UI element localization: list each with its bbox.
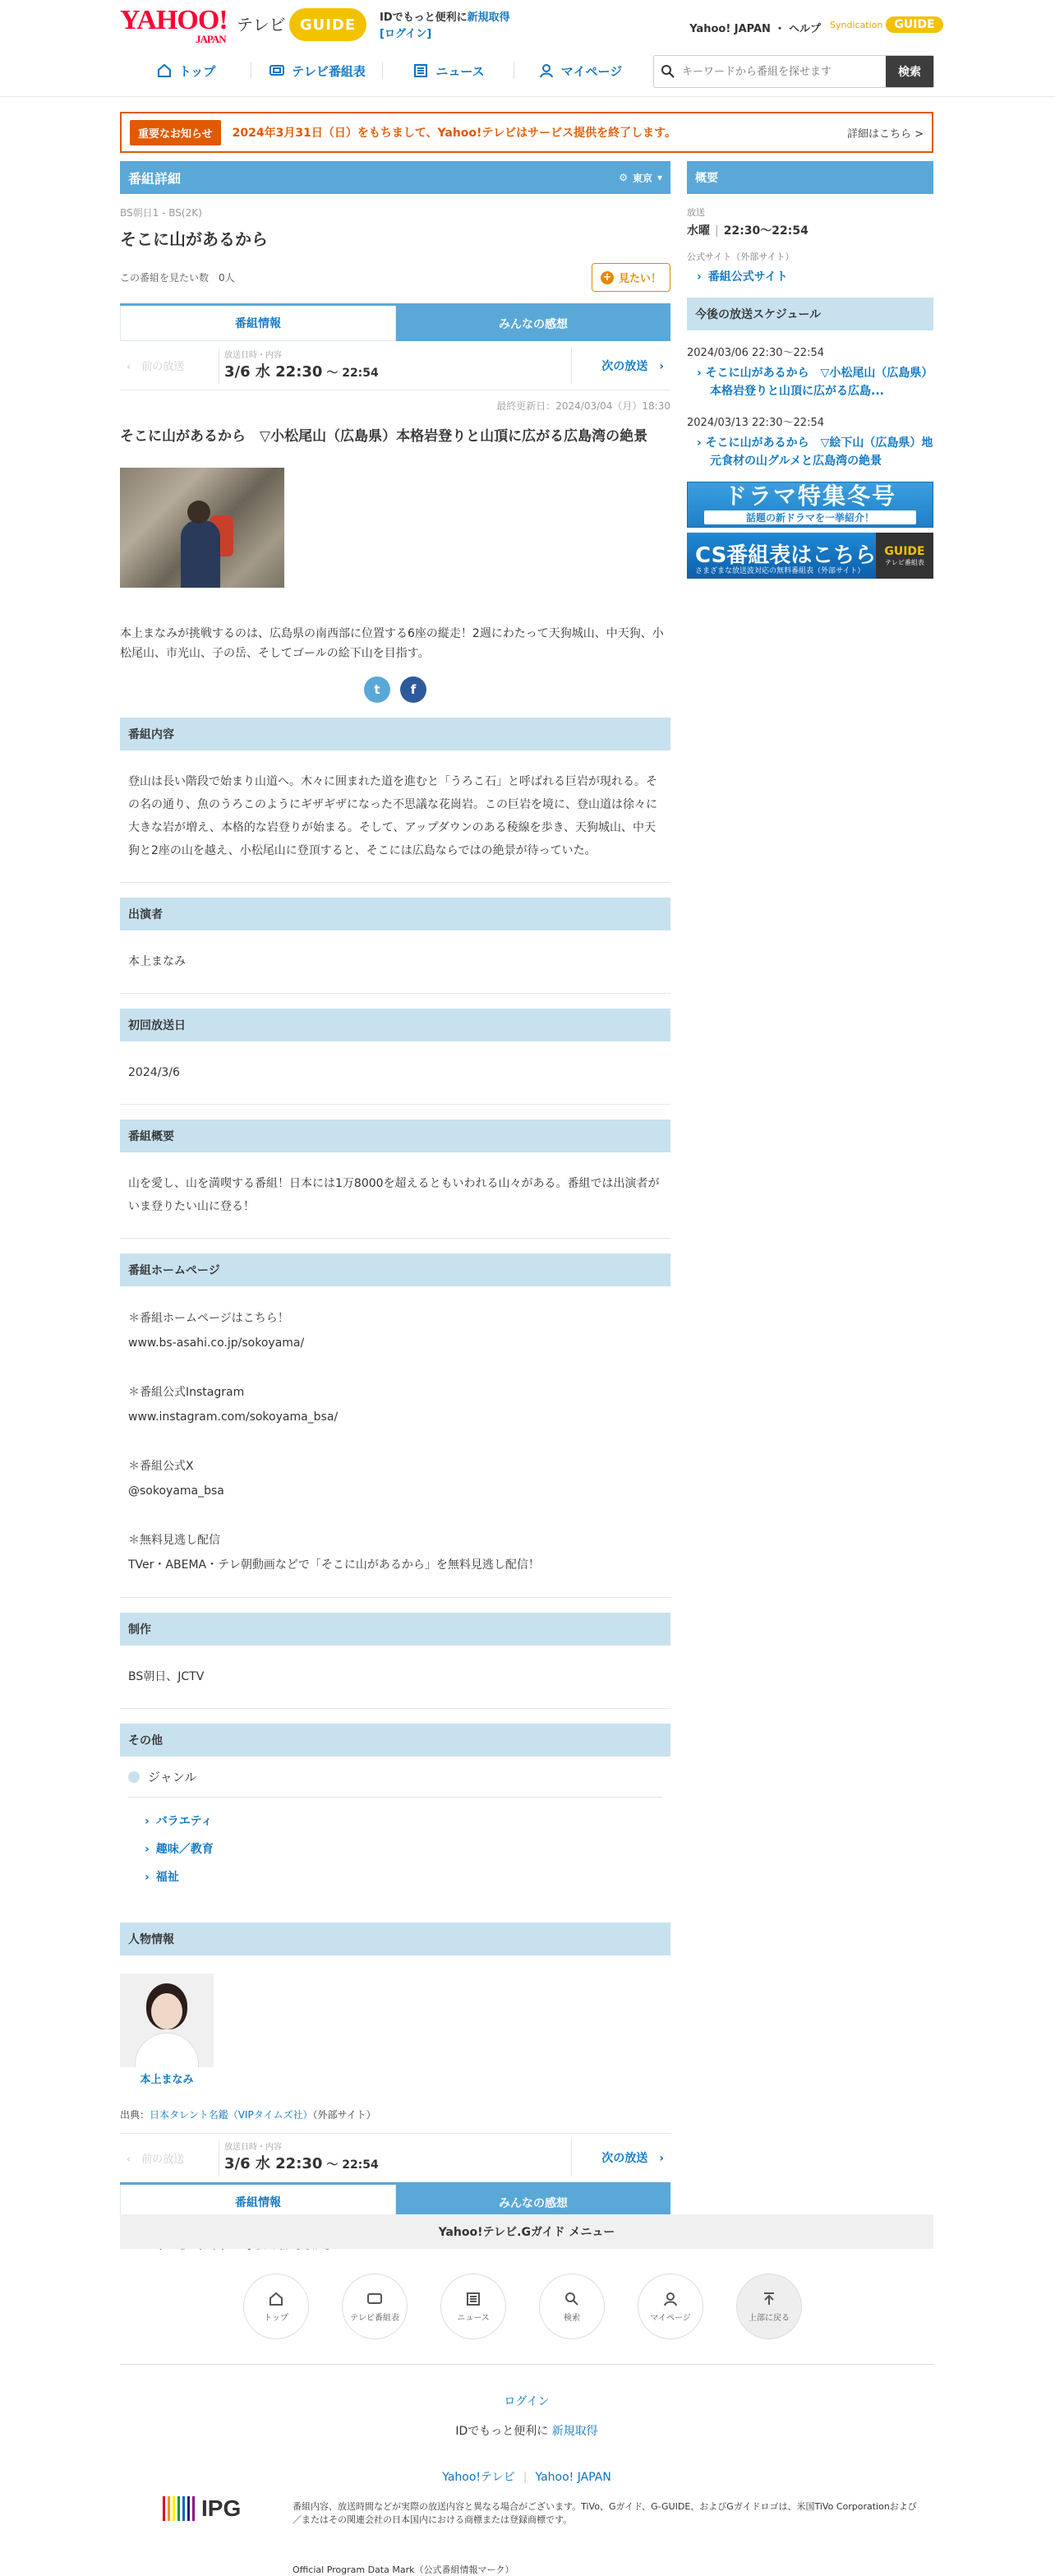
login-link[interactable]: [ログイン] (380, 28, 432, 40)
person-card[interactable] (120, 1955, 670, 2086)
menu-title: Yahoo!テレビ.Gガイド メニュー (120, 2214, 933, 2249)
episode-description: 本上まなみが挑戦するのは、広島県の南西部に位置する6座の縦走！2週にわたって天狗城山、中天狗、小松尾山、市光山、子の岳、そしてゴールの絵下山を目指す。 (120, 627, 664, 660)
yahoo-logo[interactable]: YAHOO! JAPAN (120, 5, 228, 45)
menu-back-to-top[interactable]: 上部に戻る (736, 2274, 802, 2339)
user-icon (662, 2291, 679, 2307)
twitter-share-icon[interactable]: t (364, 676, 390, 703)
main-content (120, 161, 670, 2252)
broadcast-datetime: 放送日時・内容 3/6 水 22:30 〜 22:54 (219, 2140, 572, 2176)
user-icon (538, 62, 555, 79)
share-buttons (120, 676, 670, 703)
episode-photo (120, 468, 284, 588)
gear-icon: ⚙ (619, 172, 628, 183)
schedule-item: 2024/03/13 22:30〜22:54 › そこに山があるから ▽絵下山（広島県）地元食材の山グルメと広島湾の絶景 (687, 413, 933, 470)
schedule-link[interactable]: › そこに山があるから ▽小松尾山（広島県）本格岩登りと山頂に広がる広島... (687, 364, 933, 400)
person-photo[interactable] (120, 1974, 214, 2067)
important-notice (120, 112, 933, 153)
overview-title: 概要 (687, 161, 933, 194)
footer-yahoo-tv-link[interactable]: Yahoo!テレビ (442, 2471, 515, 2484)
drama-banner[interactable]: ドラマ特集冬号 話題の新ドラマを一挙紹介！ (687, 482, 933, 528)
genre-link[interactable]: › バラエティ (145, 1807, 662, 1835)
program-tabs (120, 303, 670, 341)
channel-info: BS朝日1 - BS(2K) (120, 207, 202, 219)
top-links[interactable]: Yahoo! JAPAN ・ ヘルプ (689, 23, 821, 35)
signup-link[interactable]: 新規取得 (467, 12, 510, 24)
section-content: 番組内容 登山は長い階段で始まり山道へ。木々に囲まれた道を進むと「うろこ石」と呼ばれる巨岩が現れる。その名の通り、魚のうろこのようにギザギザになった不思議な花崗岩。この巨岩を境に、登山道は徐々に大きな岩が増え、本格的な岩登りが始まる。そして、アップダウンのある稜線を歩き、天狗城山、中天狗と2座の山を越え、小松尾山に登頂すると、そこには広島ならではの絶景が待っていた。 (120, 718, 670, 883)
section-production: 制作 BS朝日、JCTV (120, 1613, 670, 1709)
tv-icon (366, 2291, 383, 2307)
prev-broadcast: ‹ 前の放送 (127, 2153, 185, 2166)
gguide-badge: GUIDE テレビ番組表 (876, 533, 933, 579)
home-icon (268, 2291, 284, 2307)
section-first-air: 初回放送日 2024/3/6 (120, 1009, 670, 1105)
broadcast-nav-bottom (120, 2133, 670, 2182)
official-program-data-mark: Official Program Data Mark（公式番組情報マーク） (293, 2564, 514, 2575)
tv-logo-text[interactable]: テレビ (237, 15, 286, 35)
genre-list (128, 1798, 662, 1908)
menu-tv-guide[interactable]: テレビ番組表 (342, 2274, 408, 2339)
genre-link[interactable]: › 趣味／教育 (145, 1835, 662, 1863)
news-icon (412, 62, 429, 79)
airtime: 水曜 | 22:30〜22:54 (687, 224, 809, 238)
tv-icon (269, 62, 285, 79)
notice-message: 2024年3月31日（日）をもちまして、Yahoo!テレビはサービス提供を終了します。 (232, 127, 677, 140)
genre-label: ジャンル (128, 1768, 662, 1798)
prev-broadcast: ‹ 前の放送 (127, 361, 185, 373)
menu-news[interactable]: ニュース (440, 2274, 506, 2339)
tab-program-info[interactable]: 番組情報 (120, 2185, 396, 2220)
source-link[interactable]: 日本タレント名鑑（VIPタイムズ社） (150, 2109, 313, 2121)
program-title: そこに山があるから (120, 229, 268, 249)
schedule-item: 2024/03/06 22:30〜22:54 › そこに山があるから ▽小松尾山（広島県）本格岩登りと山頂に広がる広島... (687, 344, 933, 400)
menu-top[interactable]: トップ (243, 2274, 309, 2339)
notice-tag: 重要なお知らせ (130, 120, 221, 145)
footer-menu (243, 2274, 802, 2339)
arrow-up-icon (761, 2291, 777, 2307)
news-icon (465, 2291, 481, 2307)
section-cast: 出演者 本上まなみ (120, 898, 670, 994)
footer-signup-link[interactable]: 新規取得 (551, 2425, 598, 2438)
home-icon (156, 62, 173, 79)
sidebar: 概要 放送 水曜 | 22:30〜22:54 公式サイト（外部サイト） › 番組公式サイト 今後の放送スケジュール 2024/03/06 22:30〜22:54 › そこに山があるから ▽小松尾山（広島県）本格岩登りと山頂に広がる広島... 2024/03/13 22:30〜22:54 › そこに山があるから ▽絵下山（広島県）地元食材の山グルメと広島湾の絶景 ドラマ特集冬号 話題の新ドラマを一挙紹介！ CS番組表はこちら さまざまな放送波対応の無料番組表（外部サイト） GUIDE テレビ番組表 (687, 161, 933, 579)
person-name[interactable]: 本上まなみ (140, 2074, 194, 2086)
cs-guide-banner[interactable]: CS番組表はこちら さまざまな放送波対応の無料番組表（外部サイト） GUIDE テレビ番組表 (687, 533, 933, 579)
schedule-link[interactable]: › そこに山があるから ▽絵下山（広島県）地元食材の山グルメと広島湾の絶景 (687, 434, 933, 470)
episode-title: そこに山があるから ▽小松尾山（広島県）本格岩登りと山頂に広がる広島湾の絶景 (120, 428, 648, 445)
nav-news[interactable]: ニュース (383, 54, 514, 87)
last-updated: 最終更新日：2024/03/04（月）18:30 (496, 400, 670, 412)
footer-yahoo-japan-link[interactable]: Yahoo! JAPAN (535, 2471, 611, 2484)
schedule-title: 今後の放送スケジュール (687, 298, 933, 330)
site-header (0, 0, 1055, 97)
search-icon (564, 2291, 580, 2307)
section-person: 人物情報 本上まなみ 出典：日本タレント名鑑（VIPタイムズ社）（外部サイト） (120, 1923, 670, 2121)
syndication-logo[interactable]: Syndication GUIDE (830, 16, 943, 33)
menu-mypage[interactable]: マイページ (638, 2274, 703, 2339)
section-other: その他 ジャンル › バラエティ › 趣味／教育 › 福祉 (120, 1724, 670, 1908)
legal-text: 番組内容、放送時間などが実際の放送内容と異なる場合がございます。TiVo、Gガイド、G-GUIDE、およびGガイドロゴは、米国TiVo Corporationおよび／またはその関連会社の日本国内における商標または登録商標です。 (293, 2501, 917, 2525)
gguide-logo[interactable]: GUIDE (289, 8, 366, 41)
want-count: この番組を見たい数 0人 (120, 272, 235, 284)
tab-reviews[interactable]: みんなの感想 (396, 306, 670, 341)
search-button[interactable]: 検索 (886, 56, 933, 87)
id-box: IDでもっと便利に新規取得 [ログイン] (380, 12, 510, 40)
genre-link[interactable]: › 福祉 (145, 1863, 662, 1891)
location-select[interactable]: ⚙ 東京 ▾ (619, 172, 662, 184)
genre-block (120, 1757, 670, 1908)
broadcast-datetime: 放送日時・内容 3/6 水 22:30 〜 22:54 (219, 348, 572, 384)
tab-program-info[interactable]: 番組情報 (120, 306, 396, 341)
official-site-link[interactable]: › 番組公式サイト (687, 268, 933, 284)
program-detail-header: 番組詳細 ⚙ 東京 ▾ (120, 161, 670, 194)
footer-login-link[interactable]: ログイン (504, 2395, 550, 2408)
want-button[interactable]: + 見たい！ (592, 263, 670, 292)
tab-reviews[interactable]: みんなの感想 (396, 2185, 670, 2220)
want-row (120, 263, 670, 292)
facebook-share-icon[interactable]: f (400, 676, 426, 703)
search-box (653, 55, 934, 88)
nav-top[interactable]: トップ (120, 54, 251, 87)
search-input[interactable] (682, 56, 886, 87)
nav-tv-guide[interactable]: テレビ番組表 (251, 54, 383, 87)
section-homepage: 番組ホームページ ＊番組ホームページはこちら！ www.bs-asahi.co.jp/sokoyama/ ＊番組公式Instagram www.instagram.com/sokoyama_bsa/ ＊番組公式X @sokoyama_bsa ＊無料見逃し配信 TVer・ABEMA・テレ朝動画などで「そこに山があるから」を無料見逃し配信！ (120, 1253, 670, 1598)
nav-mypage[interactable]: マイページ (514, 54, 646, 87)
section-overview: 番組概要 山を愛し、山を満喫する番組！日本には1万8000を超えるともいわれる山々がある。番組では出演者がいま登りたい山に登る！ (120, 1119, 670, 1239)
next-broadcast-link[interactable]: 次の放送 › (601, 359, 664, 373)
chevron-down-icon: ▾ (656, 172, 662, 183)
broadcast-nav (120, 341, 670, 390)
footer: ログイン IDでもっと便利に 新規取得 Yahoo!テレビ | Yahoo! JAPAN (120, 2364, 933, 2485)
search-icon (654, 56, 682, 87)
main-nav (120, 54, 646, 87)
next-broadcast-link[interactable]: 次の放送 › (601, 2152, 664, 2165)
person-source: 出典：日本タレント名鑑（VIPタイムズ社）（外部サイト） (120, 2109, 376, 2121)
notice-more-link[interactable]: 詳細はこちら > (846, 127, 924, 141)
plus-icon: + (601, 271, 614, 284)
menu-search[interactable]: 検索 (539, 2274, 605, 2339)
ipg-logo: IPG (163, 2495, 241, 2522)
